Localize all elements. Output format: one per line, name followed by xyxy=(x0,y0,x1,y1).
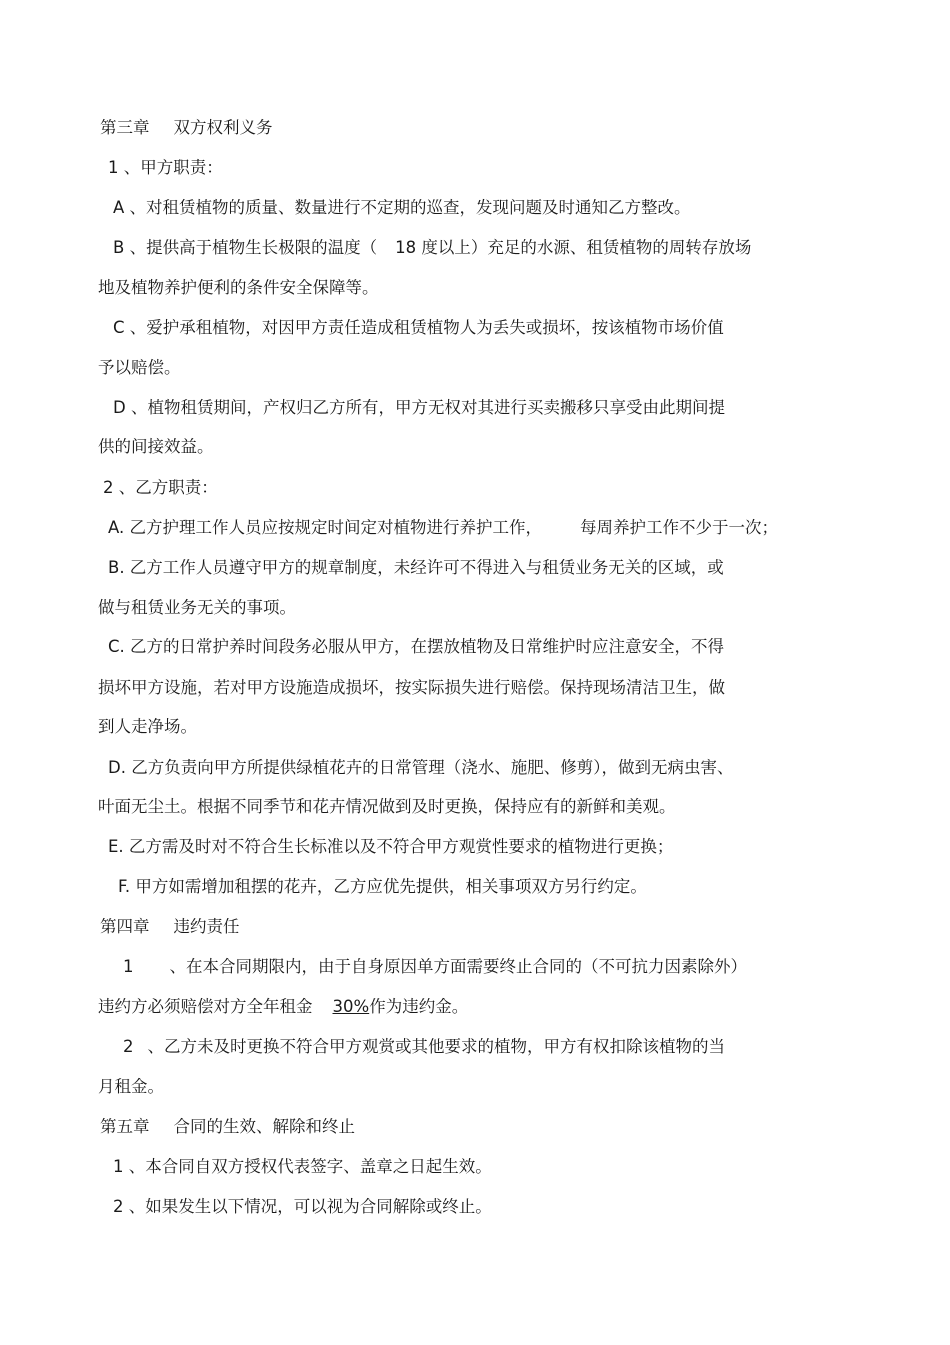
clause-b-part1: B 、提供高于植物生长极限的温度（ xyxy=(113,238,378,257)
chapter4-title: 违约责任 xyxy=(173,917,240,936)
breach-clause-1-part1: 违约方必须赔偿对方全年租金 xyxy=(98,997,313,1016)
chapter3-title: 双方权利义务 xyxy=(173,118,273,137)
party-a-clause-d-line1: D 、植物租赁期间，产权归乙方所有，甲方无权对其进行买卖搬移只享受由此期间提 xyxy=(113,398,725,417)
effectiveness-clause-1: 1 、本合同自双方授权代表签字、盖章之日起生效。 xyxy=(113,1157,492,1176)
breach-clause-2-line1 xyxy=(123,1036,725,1058)
party-b-clause-b-line2: 做与租赁业务无关的事项。 xyxy=(98,598,296,617)
breach-clause-2-number: 2 xyxy=(123,1037,134,1056)
chapter3-number: 第三章 xyxy=(100,118,150,137)
party-b-clause-c-line3: 到人走净场。 xyxy=(98,717,197,736)
chapter5-heading xyxy=(100,1116,355,1138)
chapter4-number: 第四章 xyxy=(100,917,150,936)
chapter5-title: 合同的生效、解除和终止 xyxy=(173,1117,355,1136)
breach-clause-1-line1 xyxy=(123,956,747,978)
clause-a-part1: A. 乙方护理工作人员应按规定时间定对植物进行养护工作， xyxy=(108,518,542,537)
party-a-clause-c-line2: 予以赔偿。 xyxy=(98,358,181,377)
party-b-clause-e: E. 乙方需及时对不符合生长标准以及不符合甲方观赏性要求的植物进行更换； xyxy=(108,837,674,856)
party-b-clause-c-line2: 损坏甲方设施，若对甲方设施造成损坏，按实际损失进行赔偿。保持现场清洁卫生，做 xyxy=(98,678,725,697)
party-b-clause-f: F. 甲方如需增加租摆的花卉，乙方应优先提供，相关事项双方另行约定。 xyxy=(118,877,647,896)
effectiveness-clause-2: 2 、如果发生以下情况，可以视为合同解除或终止。 xyxy=(113,1197,492,1216)
party-a-clause-a: A 、对租赁植物的质量、数量进行不定期的巡查，发现问题及时通知乙方整改。 xyxy=(113,198,691,217)
party-b-clause-d-line2: 叶面无尘土。根据不同季节和花卉情况做到及时更换，保持应有的新鲜和美观。 xyxy=(98,797,676,816)
penalty-percentage: 30% xyxy=(332,997,370,1016)
party-b-clause-a xyxy=(108,517,778,539)
party-b-clause-c-line1: C. 乙方的日常护养时间段务必服从甲方，在摆放植物及日常维护时应注意安全，不得 xyxy=(108,637,725,656)
breach-clause-1-part2: 作为违约金。 xyxy=(369,997,469,1016)
chapter5-number: 第五章 xyxy=(100,1117,150,1136)
party-a-clause-b-line1 xyxy=(113,237,751,259)
breach-clause-1-number: 1 xyxy=(123,957,134,976)
breach-clause-2-line2: 月租金。 xyxy=(98,1077,164,1096)
clause-a-part2: 每周养护工作不少于一次； xyxy=(580,518,778,537)
breach-clause-2-text: 、乙方未及时更换不符合甲方观赏或其他要求的植物，甲方有权扣除该植物的当 xyxy=(147,1037,725,1056)
party-b-duties-label: 2 、乙方职责： xyxy=(103,478,218,497)
party-a-duties-label: 1 、甲方职责： xyxy=(108,158,223,177)
party-b-clause-b-line1: B. 乙方工作人员遵守甲方的规章制度，未经许可不得进入与租赁业务无关的区域，或 xyxy=(108,558,724,577)
clause-b-part2: 18 度以上）充足的水源、租赁植物的周转存放场 xyxy=(395,238,752,257)
breach-clause-1-text: 、在本合同期限内，由于自身原因单方面需要终止合同的（不可抗力因素除外） xyxy=(169,957,747,976)
chapter4-heading xyxy=(100,916,240,938)
party-a-clause-c-line1: C 、爱护承租植物，对因甲方责任造成租赁植物人为丢失或损坏，按该植物市场价值 xyxy=(113,318,724,337)
party-a-clause-b-line2: 地及植物养护便利的条件安全保障等。 xyxy=(98,278,379,297)
party-a-clause-d-line2: 供的间接效益。 xyxy=(98,437,214,456)
party-b-clause-d-line1: D. 乙方负责向甲方所提供绿植花卉的日常管理（浇水、施肥、修剪），做到无病虫害、 xyxy=(108,758,734,777)
breach-clause-1-line2 xyxy=(98,996,468,1018)
chapter3-heading xyxy=(100,117,273,139)
